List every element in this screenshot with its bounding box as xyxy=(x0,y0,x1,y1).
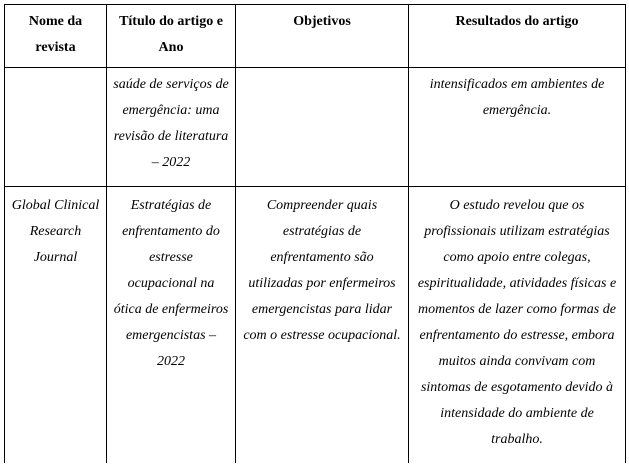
header-article-results: Resultados do artigo xyxy=(409,5,626,68)
table-row xyxy=(5,68,626,187)
header-objectives: Objetivos xyxy=(236,5,409,68)
cell-journal: Global Clinical Research Journal xyxy=(5,187,107,464)
table-header-row xyxy=(5,5,626,68)
cell-title: Estratégias de enfrentamento do estresse ocupacional na ótica de enfermeiros emergencistas – 2022 xyxy=(107,187,236,464)
cell-journal xyxy=(5,68,107,187)
cell-results: intensificados em ambientes de emergência. xyxy=(409,68,626,187)
literature-review-table xyxy=(4,4,626,463)
cell-title: saúde de serviços de emergência: uma revisão de literatura – 2022 xyxy=(107,68,236,187)
header-journal-name: Nome da revista xyxy=(5,5,107,68)
cell-results: O estudo revelou que os profissionais utilizam estratégias como apoio entre colegas, espiritualidade, atividades físicas e momentos de lazer como formas de enfrentamento do estresse, embora muitos ainda convivam com sintomas de esgotamento devido à intensidade do ambiente de trabalho. xyxy=(409,187,626,464)
cell-objectives: Compreender quais estratégias de enfrentamento são utilizadas por enfermeiros emergencistas para lidar com o estresse ocupacional. xyxy=(236,187,409,464)
cell-objectives xyxy=(236,68,409,187)
header-article-title-year: Título do artigo e Ano xyxy=(107,5,236,68)
table-row xyxy=(5,187,626,464)
